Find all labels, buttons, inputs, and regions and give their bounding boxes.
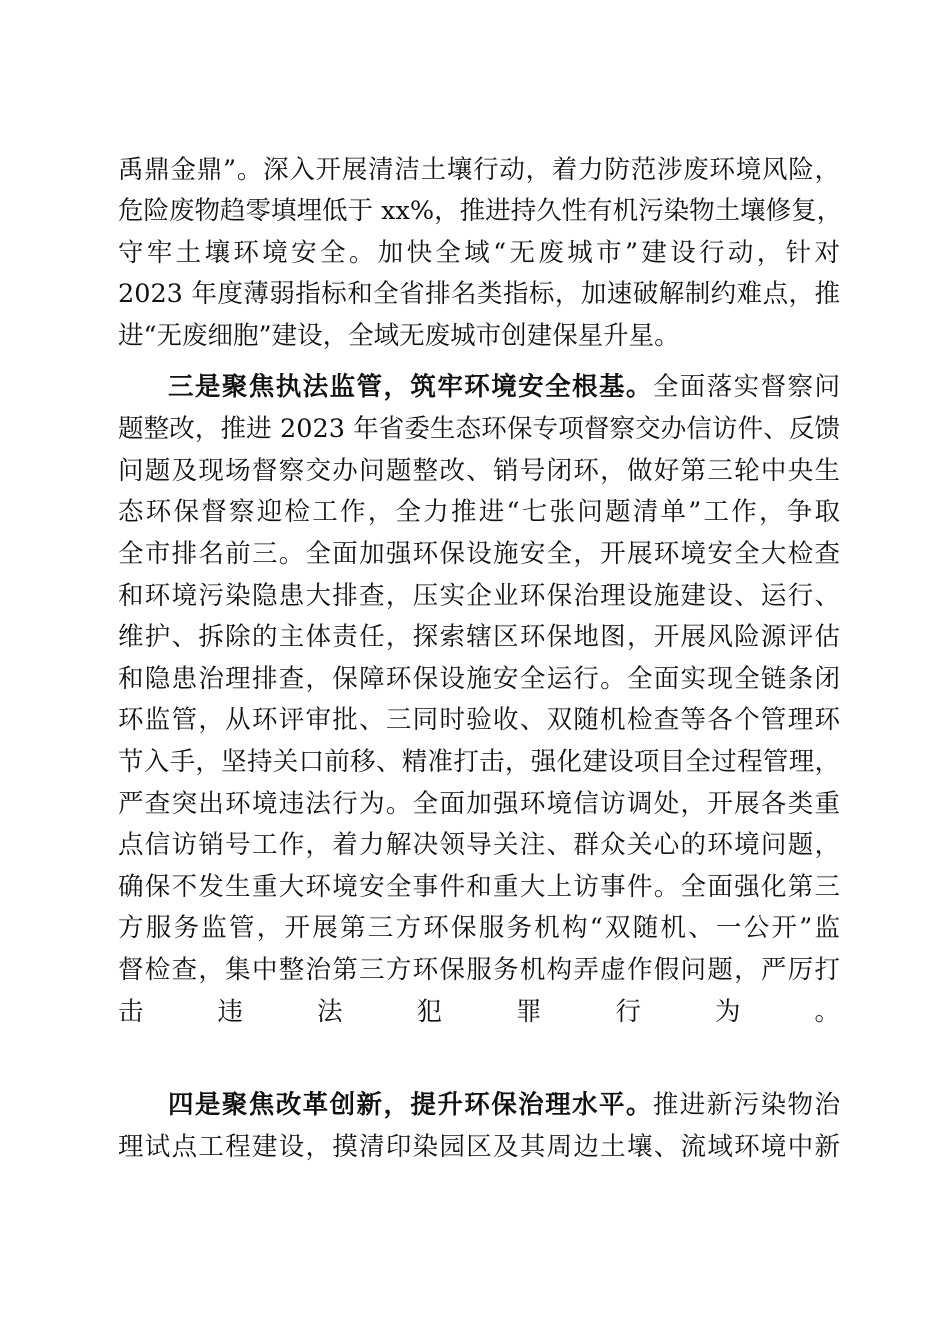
- text-line: 点信访销号工作，着力解决领导关注、群众关心的环境问题，: [118, 830, 840, 860]
- text-line: 态环保督察迎检工作，全力推进“七张问题清单”工作，争取: [118, 497, 840, 527]
- text-run: 推进新污染物治: [652, 1090, 840, 1120]
- paragraph-first-line: [168, 367, 840, 407]
- text-line: 维护、拆除的主体责任，探索辖区环保地图，开展风险源评估: [118, 622, 840, 652]
- paragraph-first-line: [168, 1085, 840, 1125]
- text-line: 全市排名前三。全面加强环保设施安全，开展环境安全大检查: [118, 539, 840, 569]
- text-line: [118, 1033, 840, 1073]
- text-line: 方服务监管，开展第三方环保服务机构“双随机、一公开”监: [118, 913, 840, 943]
- text-run: 全面落实督察问: [652, 372, 840, 402]
- text-line: 危险废物趋零填埋低于 xx%，推进持久性有机污染物土壤修复，: [118, 196, 843, 226]
- text-line: 督检查，集中整治第三方环保服务机构弄虚作假问题，严厉打: [118, 955, 840, 985]
- text-line: 环监管，从环评审批、三同时验收、双随机检查等各个管理环: [118, 705, 840, 735]
- paragraph-heading: 四是聚焦改革创新，提升环保治理水平。: [168, 1090, 653, 1120]
- text-line: 禹鼎金鼎”。深入开展清洁土壤行动，着力防范涉废环境风险，: [118, 155, 840, 185]
- text-line: 守牢土壤环境安全。加快全域“无废城市”建设行动，针对: [118, 238, 840, 268]
- text-line: 击违法犯罪行为。: [118, 997, 840, 1027]
- text-line: 题整改，推进 2023 年省委生态环保专项督察交办信访件、反馈: [118, 414, 840, 444]
- text-line: 和隐患治理排查，保障环保设施安全运行。全面实现全链条闭: [118, 664, 840, 694]
- paragraph-heading: 三是聚焦执法监管，筑牢环境安全根基。: [168, 372, 653, 402]
- text-line: 确保不发生重大环境安全事件和重大上访事件。全面强化第三: [118, 872, 840, 902]
- text-line: 理试点工程建设，摸清印染园区及其周边土壤、流域环境中新: [118, 1132, 840, 1162]
- text-line: 2023 年度薄弱指标和全省排名类指标，加速破解制约难点，推: [118, 279, 840, 309]
- text-line: 进“无废细胞”建设，全域无废城市创建保星升星。: [118, 321, 680, 351]
- text-line: 和环境污染隐患大排查，压实企业环保治理设施建设、运行、: [118, 581, 840, 611]
- text-line: 问题及现场督察交办问题整改、销号闭环，做好第三轮中央生: [118, 456, 840, 486]
- text-line: 节入手，坚持关口前移、精准打击，强化建设项目全过程管理，: [118, 747, 840, 777]
- text-line: 严查突出环境违法行为。全面加强环境信访调处，开展各类重: [118, 789, 840, 819]
